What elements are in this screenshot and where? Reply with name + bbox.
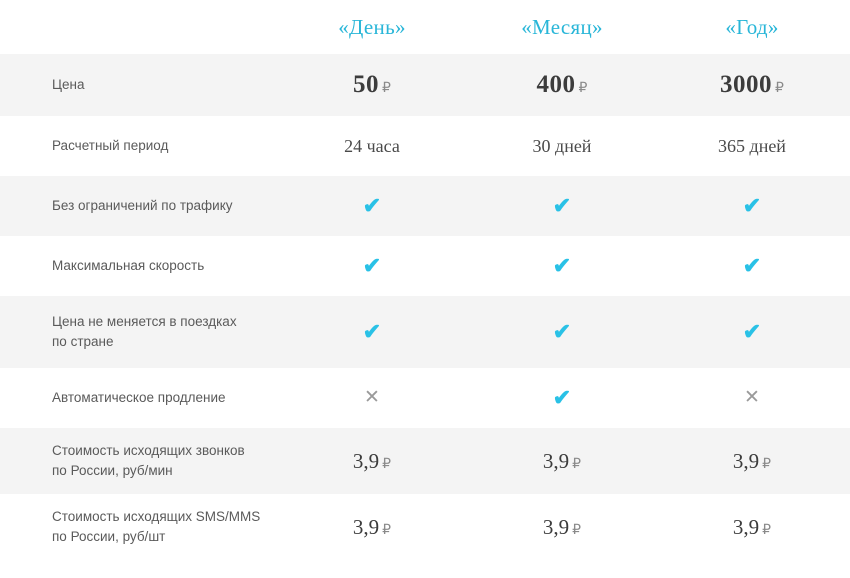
cell-sms-year [657, 515, 847, 540]
cell-calls-year [657, 449, 847, 474]
cross-icon: ✕ [744, 387, 760, 408]
currency-symbol: ₽ [578, 81, 588, 96]
cell-travel-month [467, 318, 657, 344]
plan-title-month: «Месяц» [521, 14, 603, 39]
table-body [0, 54, 850, 560]
table-row [0, 296, 850, 368]
table-row [0, 176, 850, 236]
row-label-cell [32, 441, 277, 480]
price-value: 400 [536, 71, 576, 98]
check-icon: ✔ [552, 252, 572, 278]
currency-symbol: ₽ [572, 456, 582, 472]
currency-symbol: ₽ [775, 81, 784, 96]
row-label-cell [32, 507, 277, 546]
rate-value: 3,9 [352, 448, 380, 473]
currency-symbol: ₽ [382, 81, 391, 96]
cell-traffic-year [657, 192, 847, 218]
check-icon: ✔ [362, 252, 382, 278]
row-label-line2: по стране [52, 334, 114, 349]
check-icon: ✔ [742, 192, 762, 218]
plan-header-month [467, 15, 657, 40]
rate-value: 3,9 [542, 448, 570, 473]
row-label-line1: Стоимость исходящих звонков [52, 443, 245, 459]
cell-speed-day [277, 252, 467, 278]
currency-symbol: ₽ [382, 522, 392, 538]
row-label: Максимальная скорость [52, 258, 205, 274]
check-icon: ✔ [552, 318, 572, 344]
table-row [0, 116, 850, 176]
cell-autorenew-month [467, 384, 657, 410]
row-label: Цена [52, 77, 85, 93]
check-icon: ✔ [742, 318, 762, 344]
cell-speed-year [657, 252, 847, 278]
row-label-line2: по России, руб/шт [52, 529, 166, 544]
cell-travel-day [277, 318, 467, 344]
check-icon: ✔ [362, 192, 382, 218]
rate-value: 3,9 [542, 514, 570, 539]
cell-calls-day [277, 449, 467, 474]
plan-title-year: «Год» [725, 14, 779, 39]
plan-header-day [277, 15, 467, 40]
period-value: 24 часа [344, 135, 400, 156]
cell-speed-month [467, 252, 657, 278]
check-icon: ✔ [552, 192, 572, 218]
cell-period-year [657, 136, 847, 157]
cell-travel-year [657, 318, 847, 344]
cell-price-month [467, 71, 657, 99]
table-row [0, 494, 850, 560]
cell-period-month [467, 136, 657, 157]
cell-autorenew-year [657, 387, 847, 409]
row-label: Расчетный период [52, 138, 169, 154]
row-label-cell [32, 136, 277, 156]
row-label-cell [32, 256, 277, 276]
price-value: 3000 [720, 71, 773, 98]
cell-sms-month [467, 515, 657, 540]
cell-autorenew-day [277, 387, 467, 409]
check-icon: ✔ [552, 384, 572, 410]
rate-value: 3,9 [732, 514, 760, 539]
row-label-cell [32, 388, 277, 408]
rate-value: 3,9 [732, 448, 760, 473]
currency-symbol: ₽ [762, 522, 772, 538]
row-label-line2: по России, руб/мин [52, 463, 173, 478]
row-label: Без ограничений по трафику [52, 198, 233, 214]
table-row [0, 368, 850, 428]
row-label-cell [32, 75, 277, 95]
cell-price-day [277, 71, 467, 99]
currency-symbol: ₽ [382, 456, 392, 472]
cell-sms-day [277, 515, 467, 540]
check-icon: ✔ [742, 252, 762, 278]
table-header-row [0, 0, 850, 54]
cell-period-day [277, 136, 467, 157]
row-label-line1: Цена не меняется в поездках [52, 314, 237, 330]
row-label-cell [32, 312, 277, 351]
row-label-line1: Стоимость исходящих SMS/MMS [52, 509, 261, 525]
row-label: Автоматическое продление [52, 390, 226, 406]
period-value: 365 дней [718, 135, 786, 156]
currency-symbol: ₽ [762, 456, 772, 472]
cell-traffic-month [467, 192, 657, 218]
check-icon: ✔ [362, 318, 382, 344]
cross-icon: ✕ [364, 387, 380, 408]
table-row [0, 236, 850, 296]
price-value: 50 [353, 71, 380, 98]
cell-calls-month [467, 449, 657, 474]
rate-value: 3,9 [352, 514, 380, 539]
table-row [0, 54, 850, 116]
plan-title-day: «День» [338, 14, 406, 39]
table-row [0, 428, 850, 494]
cell-traffic-day [277, 192, 467, 218]
row-label-cell [32, 196, 277, 216]
cell-price-year [657, 71, 847, 99]
plan-header-year [657, 15, 847, 40]
period-value: 30 дней [532, 135, 592, 156]
currency-symbol: ₽ [572, 522, 582, 538]
